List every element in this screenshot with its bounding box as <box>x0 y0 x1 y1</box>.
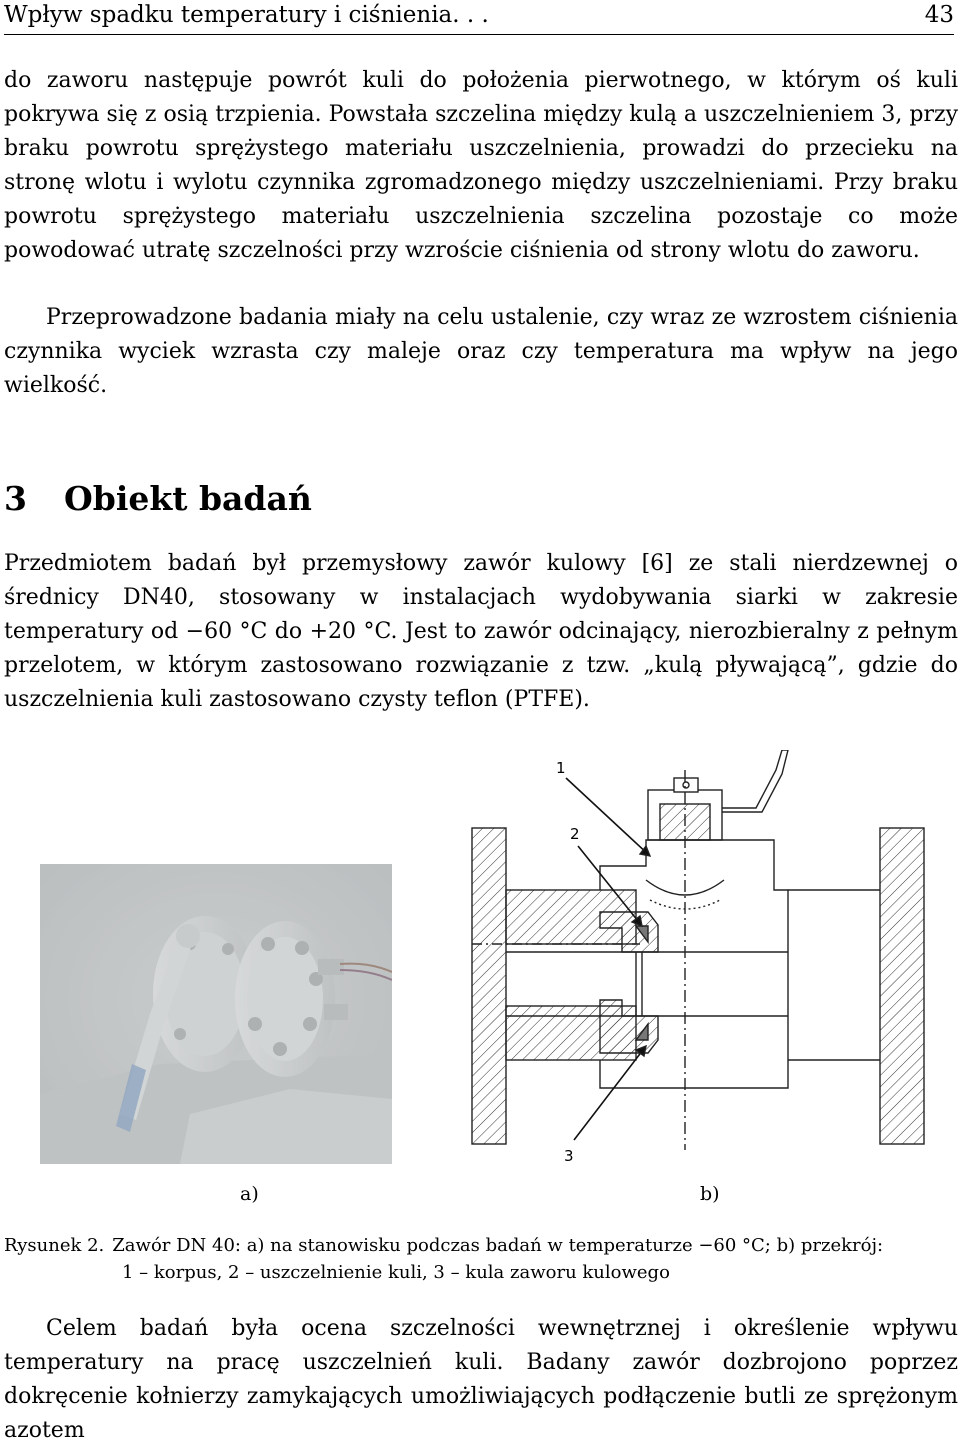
subfigure-label-b: b) <box>700 1183 720 1205</box>
section-title: Obiekt badań <box>64 479 312 518</box>
valve-photo-image <box>40 864 392 1164</box>
callout-3: 3 <box>564 1147 574 1165</box>
cross-section-drawing <box>470 750 946 1170</box>
paragraph-4: Celem badań była ocena szczelności wewnętrznej i określenie wpływu temperatury na pracę uszczelnień kuli. Badany zawór dozbrojono poprzez dokręcenie kołnierzy zamykających umożliwiających podłączenie butli ze sprężonym azotem <box>4 1316 958 1443</box>
paragraph-2: Przeprowadzone badania miały na celu ustalenie, czy wraz ze wzrostem ciśnienia czynnika wyciek wzrasta czy maleje oraz czy temperatura ma wpływ na jego wielkość. <box>4 305 958 398</box>
running-head <box>4 0 954 35</box>
valve-photo <box>40 864 392 1164</box>
paragraph-1: do zaworu następuje powrót kuli do położenia pierwotnego, w którym oś kuli pokrywa się z osią trzpienia. Powstała szczelina między kulą a uszczelnieniem 3, przy braku powrotu sprężystego materiału uszczelnienia, prowadzi do przecieku na stronę wlotu i wylotu czynnika zgromadzonego między uszczelnieniami. Przy braku powrotu sprężystego materiału uszczelnienia szczelina pozostaje co może powodować utratę szczelności przy wzroście ciśnienia od strony wlotu do zaworu. <box>4 68 958 263</box>
section-number: 3 <box>4 479 27 518</box>
caption-line-2: 1 – korpus, 2 – uszczelnienie kuli, 3 – kula zaworu kulowego <box>122 1262 670 1283</box>
caption-line-1: Zawór DN 40: a) na stanowisku podczas badań w temperaturze −60 °C; b) przekrój: <box>112 1235 884 1256</box>
subfigure-label-a: a) <box>240 1183 259 1205</box>
paragraph-3: Przedmiotem badań był przemysłowy zawór kulowy [6] ze stali nierdzewnej o średnicy DN40, stosowany w instalacjach wydobywania siarki w zakresie temperatury od −60 °C do +20 °C. Jest to zawór odcinający, nierozbieralny z pełnym przelotem, w którym zastosowano rozwiązanie z tzw. „kulą pływającą”, gdzie do uszczelnienia kuli zastosowano czysty teflon (PTFE). <box>4 551 958 712</box>
caption-label: Rysunek 2. <box>4 1235 105 1256</box>
callout-1: 1 <box>556 759 566 777</box>
running-title: Wpływ spadku temperatury i ciśnienia. . . <box>4 2 489 28</box>
figure-caption <box>4 1232 960 1286</box>
callout-2: 2 <box>570 825 580 843</box>
page-number: 43 <box>924 2 954 28</box>
section-heading <box>4 474 312 524</box>
valve-cross-section <box>470 750 946 1170</box>
